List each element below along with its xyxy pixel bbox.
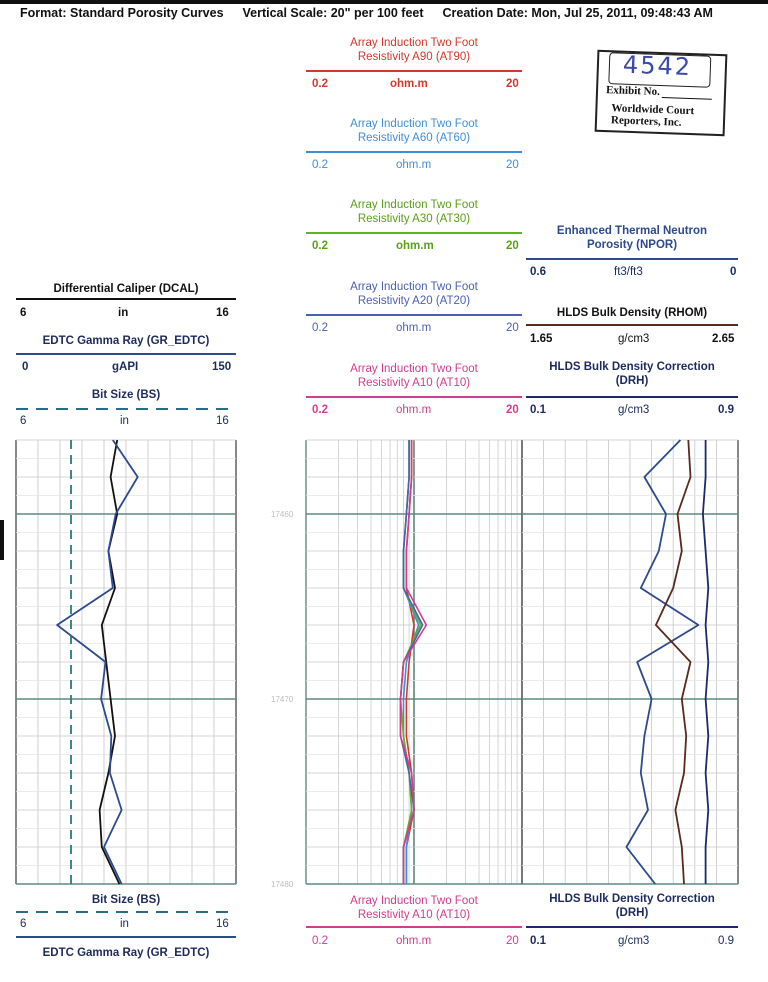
drh-name1: HLDS Bulk Density Correction: [549, 361, 715, 373]
at60-max: 20: [506, 159, 519, 171]
rhom-max: 2.65: [712, 333, 735, 345]
at10-min: 0.2: [312, 404, 328, 416]
rhom-min: 1.65: [530, 333, 553, 345]
depth-label: 17480: [271, 880, 294, 889]
at60-min: 0.2: [312, 159, 328, 171]
drh-name2: (DRH): [615, 375, 649, 387]
at90-name2: Resistivity A90 (AT90): [357, 51, 471, 63]
rhom-title: HLDS Bulk Density (RHOM): [556, 307, 708, 319]
drh-min: 0.1: [530, 404, 546, 416]
at90-max: 20: [506, 78, 519, 90]
footer-drh-name1: HLDS Bulk Density Correction: [549, 893, 715, 905]
footer-drh-min: 0.1: [530, 935, 546, 947]
dcal-min: 6: [20, 307, 27, 319]
drh-unit: g/cm3: [618, 404, 650, 416]
depth-label: 17460: [271, 510, 294, 519]
footer-at10-name1: Array Induction Two Foot: [350, 895, 478, 907]
footer-at10-max: 20: [506, 935, 519, 947]
footer-bs-title: Bit Size (BS): [91, 894, 161, 906]
footer-at10-rule: [306, 926, 522, 928]
header-scale: Vertical Scale: 20" per 100 feet: [242, 6, 424, 20]
stamp-exhibit-label: Exhibit No.: [605, 84, 661, 98]
bs-min: 6: [20, 415, 27, 427]
scan-edge-mark: [0, 520, 4, 560]
footer-bs-min: 6: [20, 918, 27, 930]
bs-max: 16: [216, 415, 229, 427]
npor-name2: Porosity (NPOR): [586, 239, 678, 251]
at20-name1: Array Induction Two Foot: [350, 281, 478, 293]
drh-max: 0.9: [718, 404, 734, 416]
at10-name2: Resistivity A10 (AT10): [357, 377, 471, 389]
at90-unit: ohm.m: [390, 78, 428, 90]
at60-name1: Array Induction Two Foot: [350, 118, 478, 130]
at30-unit: ohm.m: [396, 240, 434, 252]
at30-name1: Array Induction Two Foot: [350, 199, 478, 211]
at30-max: 20: [506, 240, 519, 252]
footer-at10-min: 0.2: [312, 935, 328, 947]
at60-name2: Resistivity A60 (AT60): [357, 132, 471, 144]
footer-bs-max: 16: [216, 918, 229, 930]
footer-at10-name2: Resistivity A10 (AT10): [357, 909, 471, 921]
footer-bs-unit: in: [120, 918, 129, 930]
footer-drh-unit: g/cm3: [618, 935, 650, 947]
npor-max: 0: [730, 266, 737, 278]
stamp-line2: Reporters, Inc.: [610, 114, 682, 129]
at90-name1: Array Induction Two Foot: [350, 37, 478, 49]
at20-max: 20: [506, 322, 519, 334]
npor-unit: ft3/ft3: [614, 266, 643, 278]
at10-name1: Array Induction Two Foot: [350, 363, 478, 375]
header-created: Creation Date: Mon, Jul 25, 2011, 09:48:43 AM: [442, 6, 713, 20]
stamp-number: 4542: [622, 50, 693, 82]
dcal-title: Differential Caliper (DCAL): [53, 283, 199, 295]
at20-unit: ohm.m: [396, 322, 432, 334]
depth-label: 17470: [271, 695, 294, 704]
footer-at10-unit: ohm.m: [396, 935, 432, 947]
footer-drh-rule: [526, 926, 738, 928]
footer-gr-rule: [16, 936, 236, 938]
rhom-unit: g/cm3: [618, 333, 650, 345]
at30-name2: Resistivity A30 (AT30): [357, 213, 471, 225]
at30-min: 0.2: [312, 240, 328, 252]
stamp-line1: Worldwide Court: [611, 102, 695, 118]
footer-bs-rule: [16, 911, 236, 913]
at60-unit: ohm.m: [396, 159, 432, 171]
footer-at10-title: [306, 894, 522, 922]
bs-title: Bit Size (BS): [91, 389, 161, 401]
footer-gr-title: EDTC Gamma Ray (GR_EDTC): [42, 947, 210, 959]
gr-unit: gAPI: [112, 361, 139, 373]
footer-drh-max: 0.9: [718, 935, 734, 947]
at90-min: 0.2: [312, 78, 328, 90]
gr-min: 0: [22, 361, 29, 373]
dcal-max: 16: [216, 307, 229, 319]
at20-min: 0.2: [312, 322, 328, 334]
npor-min: 0.6: [530, 266, 546, 278]
npor-name1: Enhanced Thermal Neutron: [556, 225, 708, 237]
dcal-unit: in: [118, 307, 129, 319]
at10-unit: ohm.m: [396, 404, 432, 416]
footer-drh-name2: (DRH): [615, 907, 649, 919]
footer-drh-title: [526, 892, 738, 920]
header-format: Format: Standard Porosity Curves: [20, 6, 224, 20]
at10-max: 20: [506, 404, 519, 416]
gr-max: 150: [212, 361, 232, 373]
gr-title: EDTC Gamma Ray (GR_EDTC): [42, 335, 210, 347]
at20-name2: Resistivity A20 (AT20): [357, 295, 471, 307]
bs-unit: in: [120, 415, 129, 427]
